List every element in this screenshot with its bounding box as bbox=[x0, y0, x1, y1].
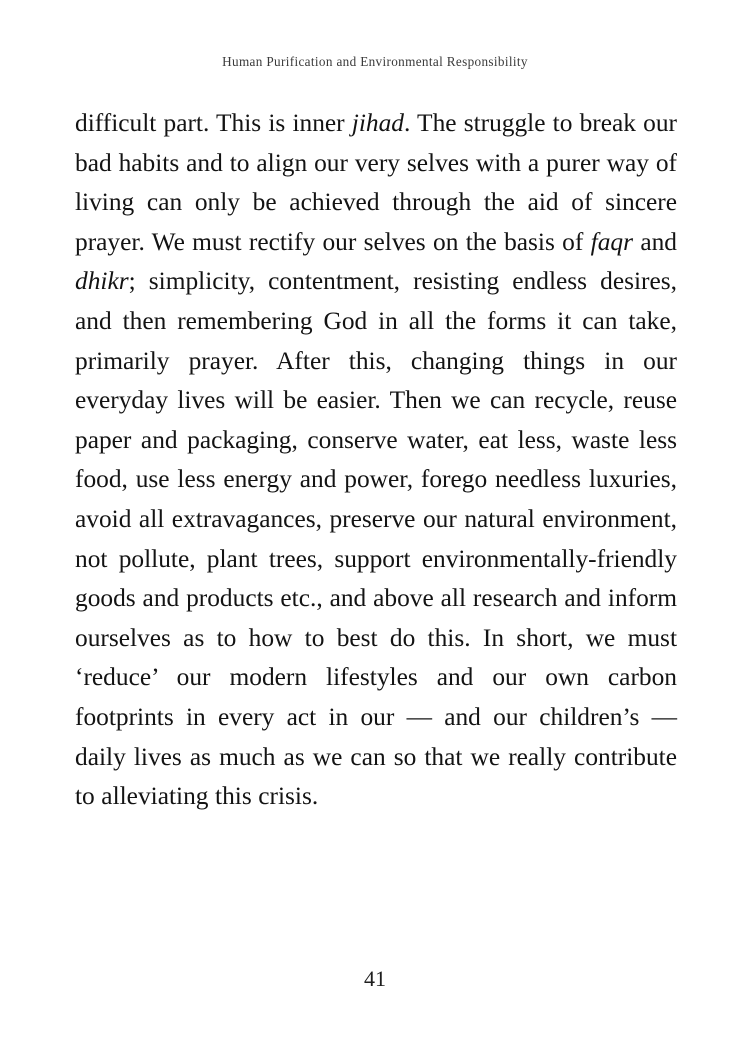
body-text-block bbox=[75, 104, 677, 817]
page-number: 41 bbox=[364, 966, 386, 991]
paragraph-segment-4: ; simplicity, contentment, resisting endless desires, and then remembering God in all the forms it can take, primarily prayer. After this, changing things in our everyday lives will be easier. Then we can recycle, reuse paper and packaging, conserve water, eat less, waste less food, use less energy and power, forego needless luxuries, avoid all extravagances, preserve our natural environment, not pollute, plant trees, support environmentally-friendly goods and products etc., and above all research and inform ourselves as to how to best do this. In short, we must ‘reduce’ our modern lifestyles and our own carbon footprints in every act in our — and our children’s — daily lives as much as we can so that we really contribute to alleviating this crisis. bbox=[75, 267, 677, 811]
foreign-term-jihad: jihad bbox=[351, 109, 404, 137]
foreign-term-dhikr: dhikr bbox=[75, 267, 129, 296]
foreign-term-faqr: faqr bbox=[590, 227, 633, 256]
paragraph-segment-1: difficult part. This is inner bbox=[75, 109, 352, 137]
body-paragraph bbox=[75, 104, 677, 817]
paragraph-segment-2: . The struggle to break our bad habits and to align our very selves with a purer way of living can only be achieved through the aid of sincere prayer. We must rectify our selves on the basis of bbox=[75, 109, 677, 256]
paragraph-segment-3: and bbox=[633, 227, 677, 256]
running-head: Human Purification and Environmental Responsibility bbox=[222, 54, 528, 69]
